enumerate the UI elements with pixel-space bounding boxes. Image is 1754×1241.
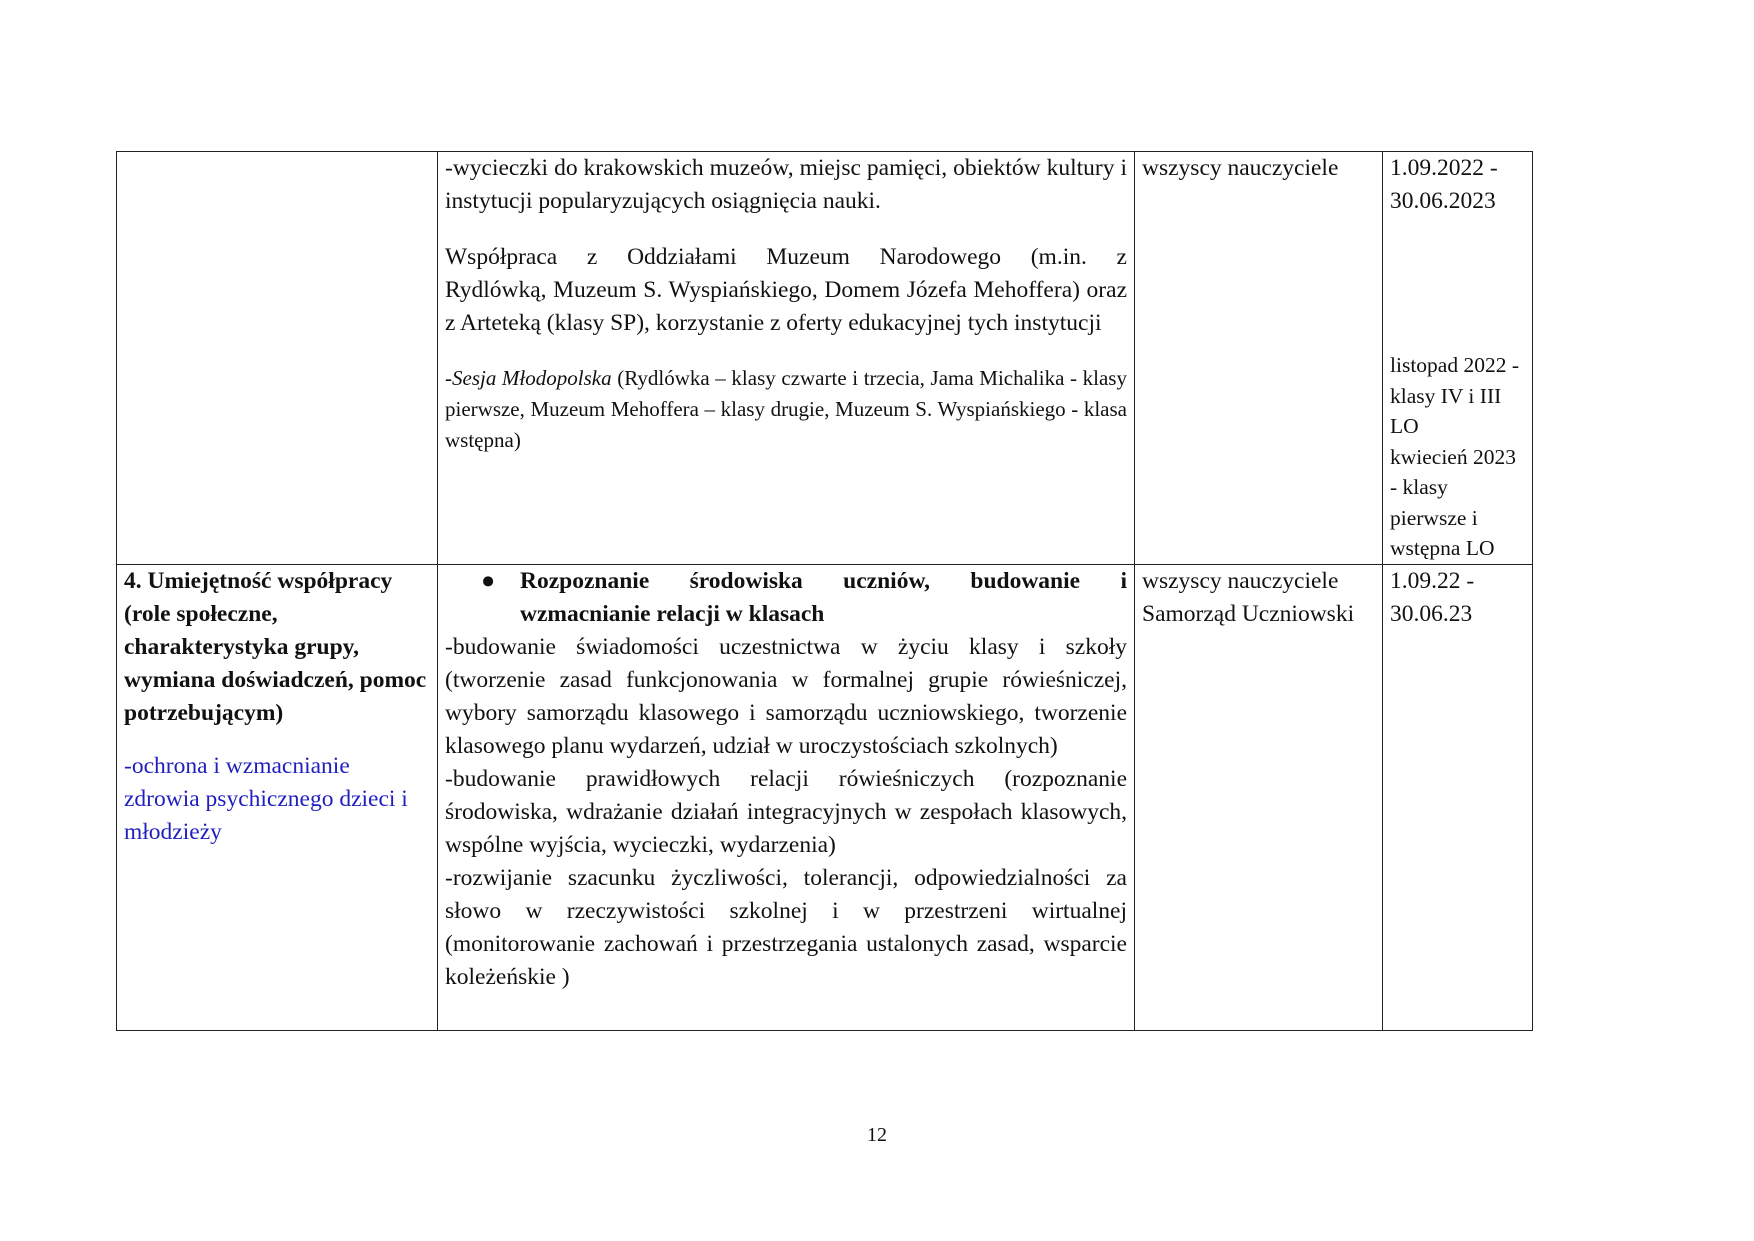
bullet-item xyxy=(445,565,1127,631)
date-line: 30.06.2023 xyxy=(1390,188,1496,214)
row1-date-cell xyxy=(1383,152,1533,565)
session-details: (Rydlówka – klasy czwarte i trzecia, Jama Michalika - klasy pierwsze, Muzeum Mehoffera – klasy drugie, Muzeum S. Wyspiańskiego - klasa wstępna) xyxy=(445,366,1127,452)
responsible-text: Samorząd Uczniowski xyxy=(1142,601,1355,627)
date-note: kwiecień 2023 - klasy pierwsze i wstępna LO xyxy=(1390,444,1516,560)
table-row xyxy=(117,152,1533,565)
date-line: 1.09.2022 - xyxy=(1390,155,1498,181)
row2-date-cell xyxy=(1383,565,1533,1031)
task-item: -rozwijanie szacunku życzliwości, tolerancji, odpowiedzialności za słowo w rzeczywistości szkolnej i w przestrzeni wirtualnej (monitorowanie zachowań i przestrzegania ustalonych zasad, wsparcie koleżeńskie ) xyxy=(445,865,1127,990)
row1-tasks-cell xyxy=(438,152,1135,565)
table-row xyxy=(117,565,1533,1031)
date-note: listopad 2022 - klasy IV i III LO xyxy=(1390,353,1519,438)
row1-responsible-cell xyxy=(1135,152,1383,565)
responsible-text: wszyscy nauczyciele xyxy=(1142,568,1339,594)
date-line: 30.06.23 xyxy=(1390,601,1473,627)
tasks-paragraph: -wycieczki do krakowskich muzeów, miejsc pamięci, obiektów kultury i instytucji popularyzujących osiągnięcia nauki. xyxy=(445,155,1127,214)
task-item: -budowanie świadomości uczestnictwa w życiu klasy i szkoły (tworzenie zasad funkcjonowania w formalnej grupie rówieśniczej, wybory samorządu klasowego i samorządu uczniowskiego, tworzenie klasowego planu wydarzeń, udział w uroczystościach szkolnych) xyxy=(445,634,1127,759)
session-paragraph xyxy=(445,363,1127,456)
session-title: -Sesja Młodopolska xyxy=(445,366,612,390)
area-heading: 4. Umiejętność współpracy (role społeczne, charakterystyka grupy, wymiana doświadczeń, pomoc potrzebującym) xyxy=(124,568,427,726)
tasks-paragraph: Rydlówką, Muzeum S. Wyspiańskiego, Domem Józefa Mehoffera) oraz z Arteteką (klasy SP), korzystanie z oferty edukacyjnej tych instytucji xyxy=(445,277,1127,336)
row1-area-cell xyxy=(117,152,438,565)
bullet-line: wzmacnianie relacji w klasach xyxy=(520,601,825,627)
date-line: 1.09.22 - xyxy=(1390,568,1475,594)
bullet-icon: ● xyxy=(481,568,496,594)
spacer xyxy=(1390,218,1525,350)
plan-table xyxy=(116,151,1533,1031)
page-number: 12 xyxy=(867,1124,887,1146)
responsible-text: wszyscy nauczyciele xyxy=(1142,155,1339,181)
task-item: -budowanie prawidłowych relacji rówieśniczych (rozpoznanie środowiska, wdrażanie działań integracyjnych w zespołach klasowych, wspólne wyjścia, wycieczki, wydarzenia) xyxy=(445,766,1127,858)
row2-tasks-cell xyxy=(438,565,1135,1031)
row2-responsible-cell xyxy=(1135,565,1383,1031)
area-note: -ochrona i wzmacnianie zdrowia psychicznego dzieci i młodzieży xyxy=(124,753,408,845)
bullet-line: Rozpoznanie środowiska uczniów, budowanie i xyxy=(520,568,1127,594)
tasks-paragraph-line: Współpraca z Oddziałami Muzeum Narodowego (m.in. z xyxy=(445,244,1127,270)
row2-area-cell xyxy=(117,565,438,1031)
